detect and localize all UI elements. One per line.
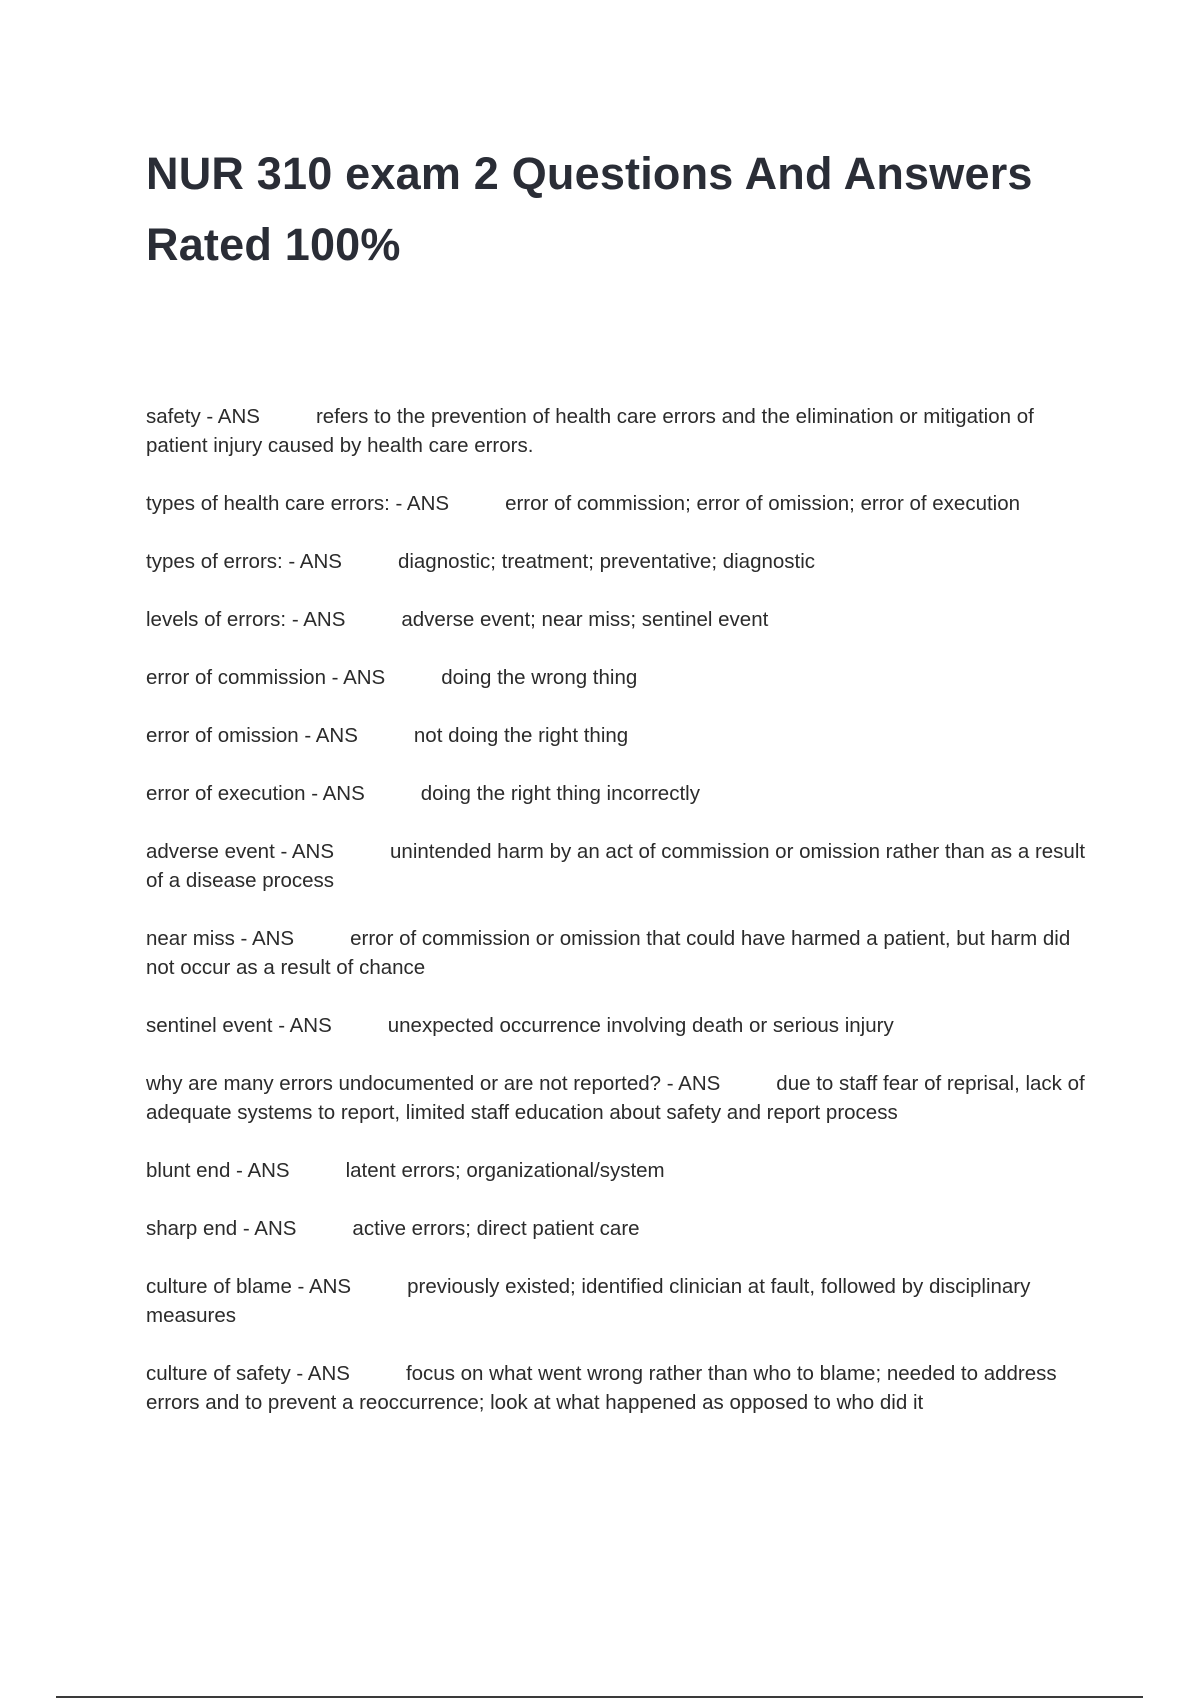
qa-item-types-of-health-care-errors	[146, 489, 1096, 518]
qa-term: why are many errors undocumented or are not reported? - ANS	[146, 1072, 721, 1095]
qa-answer: error of commission; error of omission; error of execution	[505, 492, 1021, 515]
qa-answer: previously existed; identified clinician at fault, followed by disciplinary measures	[146, 1275, 1031, 1327]
qa-term: near miss - ANS	[146, 927, 295, 950]
qa-answer: doing the wrong thing	[441, 666, 638, 689]
qa-item-near-miss	[146, 924, 1096, 982]
qa-item-sharp-end	[146, 1214, 1096, 1243]
qa-answer: unintended harm by an act of commission or omission rather than as a result of a disease process	[146, 840, 1086, 892]
qa-item-error-of-omission	[146, 721, 1096, 750]
qa-term: adverse event - ANS	[146, 840, 335, 863]
qa-answer: latent errors; organizational/system	[345, 1159, 665, 1182]
qa-term: culture of blame - ANS	[146, 1275, 352, 1298]
qa-answer: due to staff fear of reprisal, lack of adequate systems to report, limited staff education about safety and report process	[146, 1072, 1085, 1124]
qa-term: types of errors: - ANS	[146, 550, 342, 573]
qa-answer: focus on what went wrong rather than who to blame; needed to address errors and to prevent a reoccurrence; look at what happened as opposed to who did it	[146, 1362, 1057, 1414]
qa-term: safety - ANS	[146, 405, 260, 428]
qa-answer: doing the right thing incorrectly	[420, 782, 700, 805]
qa-item-adverse-event	[146, 837, 1096, 895]
qa-answer: diagnostic; treatment; preventative; diagnostic	[397, 550, 816, 573]
qa-item-safety	[146, 402, 1096, 460]
qa-item-culture-of-blame	[146, 1272, 1096, 1330]
qa-answer: refers to the prevention of health care errors and the elimination or mitigation of patient injury caused by health care errors.	[146, 405, 1034, 457]
qa-term: levels of errors: - ANS	[146, 608, 346, 631]
qa-list	[146, 402, 1096, 1417]
qa-answer: active errors; direct patient care	[352, 1217, 640, 1240]
qa-item-types-of-errors	[146, 547, 1096, 576]
document-title: NUR 310 exam 2 Questions And Answers Rated 100%	[146, 148, 1033, 270]
qa-term: culture of safety - ANS	[146, 1362, 350, 1385]
qa-answer: error of commission or omission that could have harmed a patient, but harm did not occur as a result of chance	[146, 927, 1071, 979]
qa-term: sharp end - ANS	[146, 1217, 297, 1240]
qa-term: error of commission - ANS	[146, 666, 386, 689]
qa-answer: not doing the right thing	[413, 724, 629, 747]
qa-term: error of execution - ANS	[146, 782, 365, 805]
qa-answer: unexpected occurrence involving death or serious injury	[387, 1014, 894, 1037]
qa-item-error-of-commission	[146, 663, 1096, 692]
qa-item-blunt-end	[146, 1156, 1096, 1185]
qa-item-error-of-execution	[146, 779, 1096, 808]
qa-item-levels-of-errors	[146, 605, 1096, 634]
qa-term: blunt end - ANS	[146, 1159, 290, 1182]
qa-term: types of health care errors: - ANS	[146, 492, 450, 515]
qa-item-undocumented-errors	[146, 1069, 1096, 1127]
footer-divider	[56, 1696, 1143, 1698]
qa-answer: adverse event; near miss; sentinel event	[401, 608, 769, 631]
qa-term: sentinel event - ANS	[146, 1014, 332, 1037]
qa-item-sentinel-event	[146, 1011, 1096, 1040]
qa-term: error of omission - ANS	[146, 724, 358, 747]
qa-item-culture-of-safety	[146, 1359, 1096, 1417]
